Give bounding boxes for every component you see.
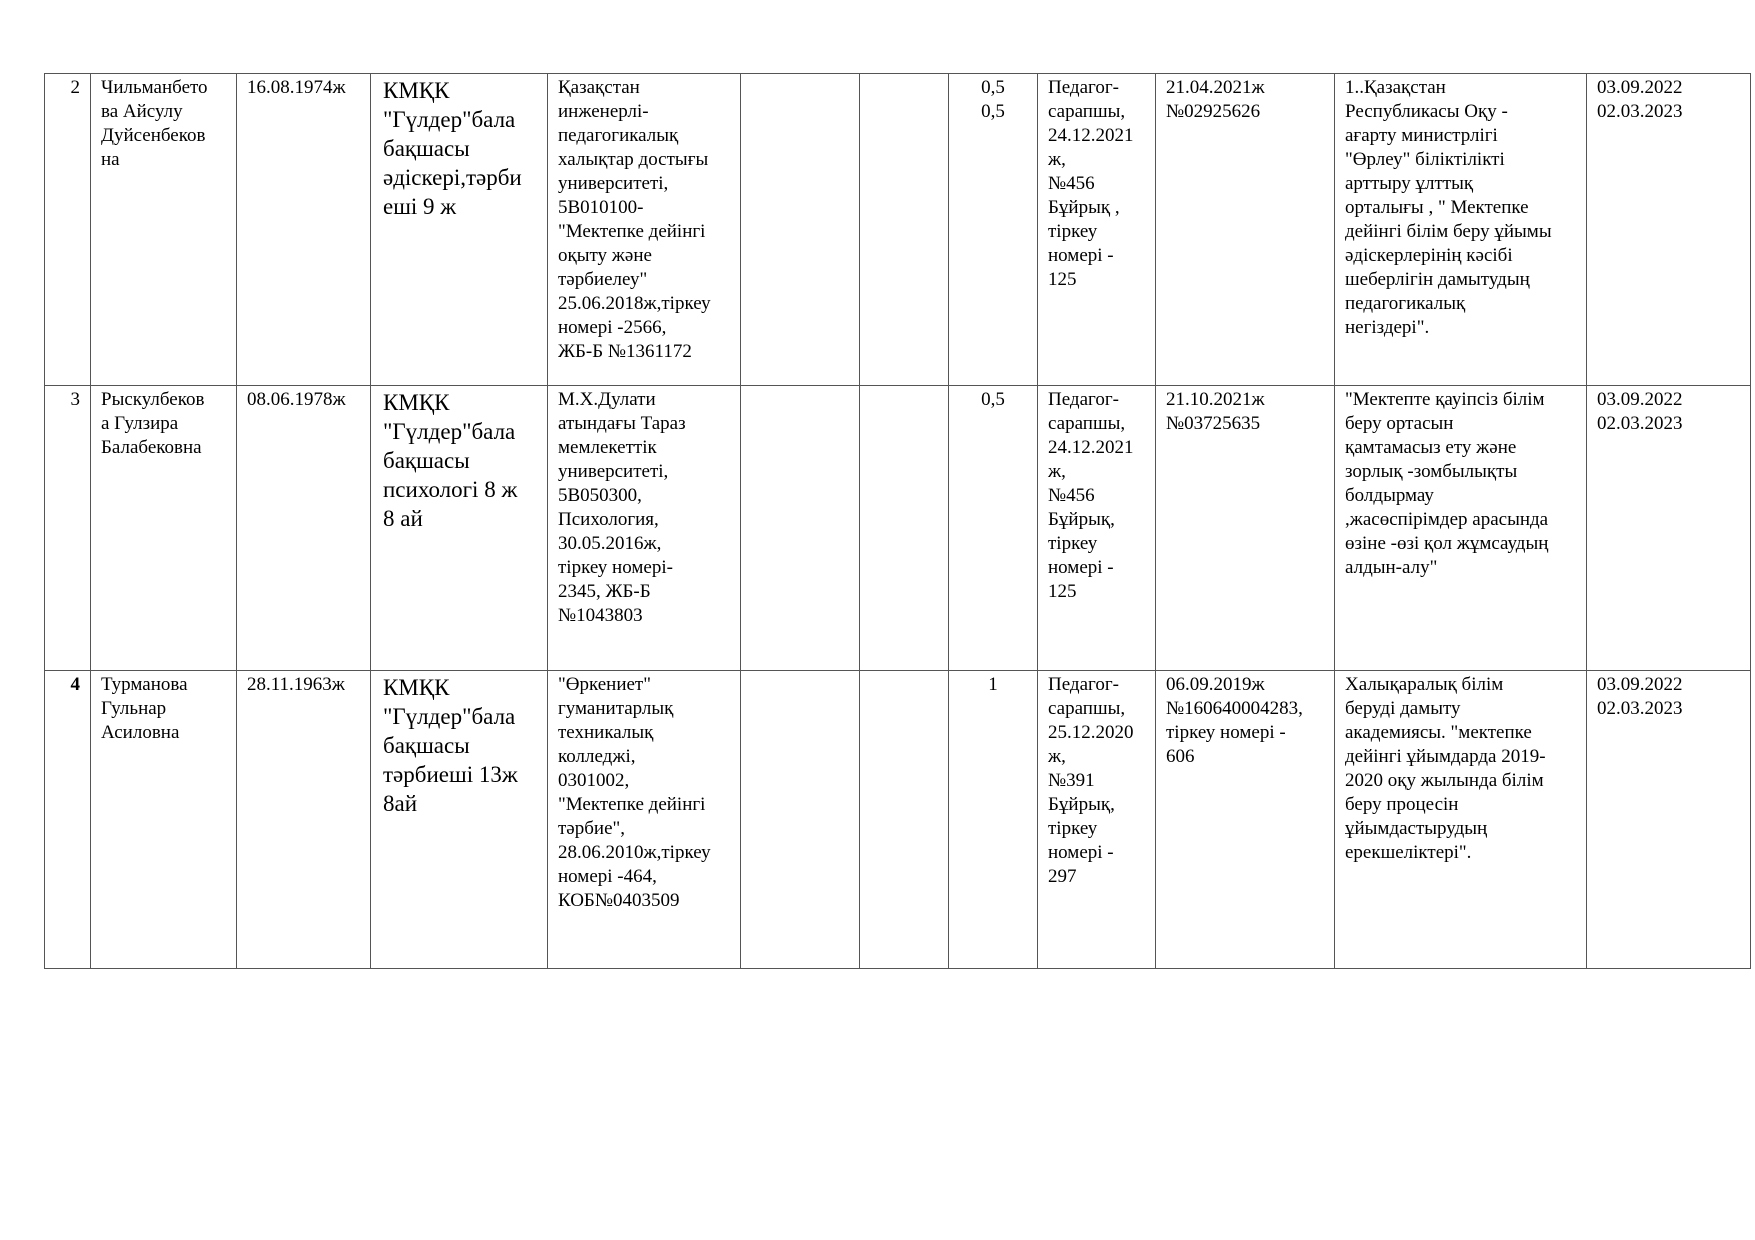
certificate-info: 21.04.2021ж №02925626	[1166, 77, 1265, 122]
work-rate: 0,5	[981, 389, 1005, 410]
education-cell	[548, 386, 741, 671]
course-cell	[1335, 74, 1587, 386]
organization-position: КМҚК "Гүлдер"бала бақшасы психологі 8 ж 8 ай	[383, 390, 518, 531]
category-cell	[1038, 671, 1156, 969]
certificate-cell	[1156, 671, 1335, 969]
dates-cell	[1587, 74, 1751, 386]
education-info: М.Х.Дулати атындағы Тараз мемлекеттік университеті, 5В050300, Психология, 30.05.2016ж, тіркеу номері- 2345, ЖБ-Б №1043803	[558, 389, 686, 626]
certificate-cell	[1156, 386, 1335, 671]
row-number-cell	[45, 386, 91, 671]
rate-cell	[949, 671, 1038, 969]
birth-cell	[237, 386, 371, 671]
birth-cell	[237, 671, 371, 969]
org-cell	[371, 671, 548, 969]
full-name: Чильманбето ва Айсулу Дуйсенбеков на	[101, 77, 208, 170]
course-cell	[1335, 386, 1587, 671]
course-cell	[1335, 671, 1587, 969]
empty-cell	[860, 74, 949, 386]
row-number: 4	[70, 674, 80, 695]
staff-table	[44, 73, 1751, 969]
rate-cell	[949, 386, 1038, 671]
empty-col-6	[741, 74, 859, 76]
dates-cell	[1587, 386, 1751, 671]
dates: 03.09.2022 02.03.2023	[1597, 674, 1683, 719]
birth-date: 16.08.1974ж	[247, 77, 346, 98]
rate-cell	[949, 74, 1038, 386]
org-cell	[371, 386, 548, 671]
qualification-category: Педагог- сарапшы, 24.12.2021 ж, №456 Бұйрық, тіркеу номері - 125	[1048, 389, 1134, 602]
row-number: 3	[70, 389, 80, 410]
category-cell	[1038, 386, 1156, 671]
empty-cell	[860, 671, 949, 969]
name-cell	[91, 386, 237, 671]
row-number-cell	[45, 671, 91, 969]
birth-date: 28.11.1963ж	[247, 674, 345, 695]
birth-date: 08.06.1978ж	[247, 389, 346, 410]
empty-col-7	[860, 74, 948, 76]
row-number-cell	[45, 74, 91, 386]
name-cell	[91, 671, 237, 969]
education-cell	[548, 671, 741, 969]
empty-col-6	[741, 671, 859, 673]
course-info: "Мектепте қауіпсіз білім беру ортасын қамтамасыз ету және зорлық -зомбылықты болдырмау ,жасөспірімдер арасында өзіне -өзі қол жұмсаудың алдын-алу"	[1345, 389, 1549, 578]
work-rate: 1	[988, 674, 998, 695]
qualification-category: Педагог- сарапшы, 24.12.2021 ж, №456 Бұйрық , тіркеу номері - 125	[1048, 77, 1134, 290]
certificate-info: 21.10.2021ж №03725635	[1166, 389, 1265, 434]
empty-cell	[741, 74, 860, 386]
full-name: Рыскулбеков а Гулзира Балабековна	[101, 389, 205, 458]
organization-position: КМҚК "Гүлдер"бала бақшасы әдіскері,тәрби еші 9 ж	[383, 78, 522, 219]
course-info: 1..Қазақстан Республикасы Оқу - ағарту министрлігі "Өрлеу" біліктілікті арттыру ұлттық орталығы , " Мектепке дейінгі білім беру ұйымы әдіскерлерінің кәсібі шеберлігін дамытудың педагогикалық негіздері".	[1345, 77, 1552, 338]
education-info: "Өркениет" гуманитарлық техникалық колледжі, 0301002, "Мектепке дейінгі тәрбие", 28.06.2010ж,тіркеу номері -464, КОБ№0403509	[558, 674, 711, 911]
qualification-category: Педагог- сарапшы, 25.12.2020 ж, №391 Бұйрық, тіркеу номері - 297	[1048, 674, 1134, 887]
table-row	[45, 74, 1751, 386]
row-number: 2	[70, 77, 80, 98]
empty-cell	[741, 671, 860, 969]
dates: 03.09.2022 02.03.2023	[1597, 77, 1683, 122]
empty-col-7	[860, 386, 948, 388]
organization-position: КМҚК "Гүлдер"бала бақшасы тәрбиеші 13ж 8ай	[383, 675, 518, 816]
empty-cell	[741, 386, 860, 671]
dates: 03.09.2022 02.03.2023	[1597, 389, 1683, 434]
education-cell	[548, 74, 741, 386]
course-info: Халықаралық білім беруді дамыту академиясы. "мектепке дейінгі ұйымдарда 2019- 2020 оқу жылында білім беру процесін ұйымдастырудың ерекшеліктері".	[1345, 674, 1546, 863]
education-info: Қазақстан инженерлі- педагогикалық халықтар достығы университеті, 5В010100- "Мектепке дейінгі оқыту және тәрбиелеу" 25.06.2018ж,тіркеу номері -2566, ЖБ-Б №1361172	[558, 77, 711, 362]
table-row	[45, 386, 1751, 671]
name-cell	[91, 74, 237, 386]
birth-cell	[237, 74, 371, 386]
empty-col-6	[741, 386, 859, 388]
work-rate: 0,5 0,5	[981, 77, 1005, 122]
org-cell	[371, 74, 548, 386]
full-name: Турманова Гульнар Асиловна	[101, 674, 188, 743]
empty-col-7	[860, 671, 948, 673]
certificate-cell	[1156, 74, 1335, 386]
empty-cell	[860, 386, 949, 671]
certificate-info: 06.09.2019ж №160640004283, тіркеу номері - 606	[1166, 674, 1303, 767]
table-row	[45, 671, 1751, 969]
category-cell	[1038, 74, 1156, 386]
dates-cell	[1587, 671, 1751, 969]
